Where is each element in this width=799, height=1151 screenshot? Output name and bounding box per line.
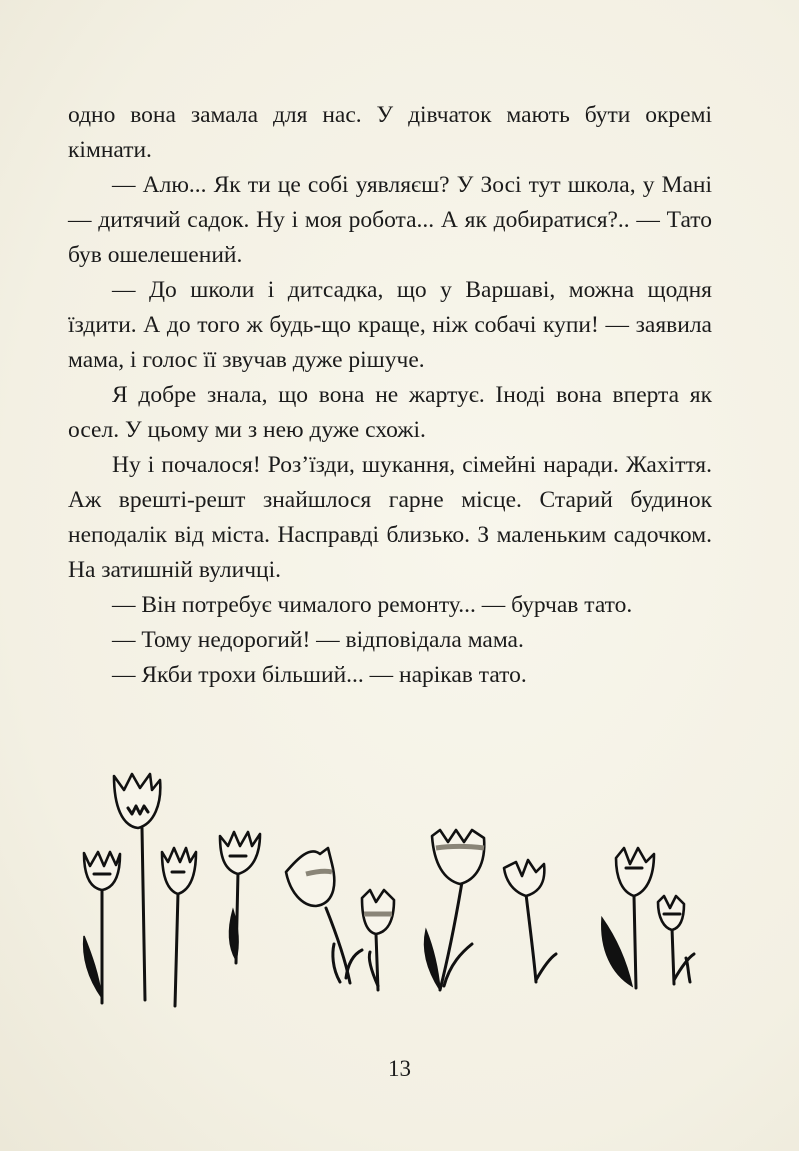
paragraph-3: — До школи і дитсадка, що у Варшаві, можна щодня їздити. А до того ж будь-що краще, ніж собачі купи! — заявила мама, і голос її звучав дуже рішуче. (68, 277, 712, 373)
tulip-5 (286, 848, 362, 983)
tulip-2 (114, 774, 160, 1000)
paragraph-6: — Він потребує чималого ремонту... — бурчав тато. (112, 592, 633, 618)
tulip-8 (504, 860, 556, 982)
tulip-4 (220, 832, 260, 963)
paragraph-1: одно вона замала для нас. У дівчаток мають бути окремі кімнати. (68, 102, 712, 163)
tulip-3 (162, 848, 196, 1006)
tulips-illustration (70, 768, 710, 1013)
paragraph-5: Ну і почалося! Роз’їзди, шукання, сімейні наради. Жахіття. Аж врешті-решт знайшлося гарне місце. Старий будинок неподалік від міста. Насправді близько. З маленьким садочком. На затишній вуличці. (68, 452, 712, 583)
paragraph-7: — Тому недорогий! — відповідала мама. (112, 627, 524, 653)
page-number: 13 (388, 1056, 411, 1081)
tulip-7 (425, 830, 485, 990)
tulip-9 (602, 848, 654, 988)
tulip-1 (84, 852, 120, 1003)
page-text (68, 98, 712, 693)
paragraph-4: Я добре знала, що вона не жартує. Іноді вона вперта як осел. У цьому ми з нею дуже схожі. (68, 382, 712, 443)
tulip-10 (658, 896, 694, 984)
tulip-6 (362, 890, 394, 990)
paragraph-2: — Алю... Як ти це собі уявляєш? У Зосі тут школа, у Мані — дитячий садок. Ну і моя робота... А як добиратися?.. — Тато був ошелешений. (68, 172, 712, 268)
paragraph-8: — Якби трохи більший... — нарікав тато. (112, 662, 527, 688)
